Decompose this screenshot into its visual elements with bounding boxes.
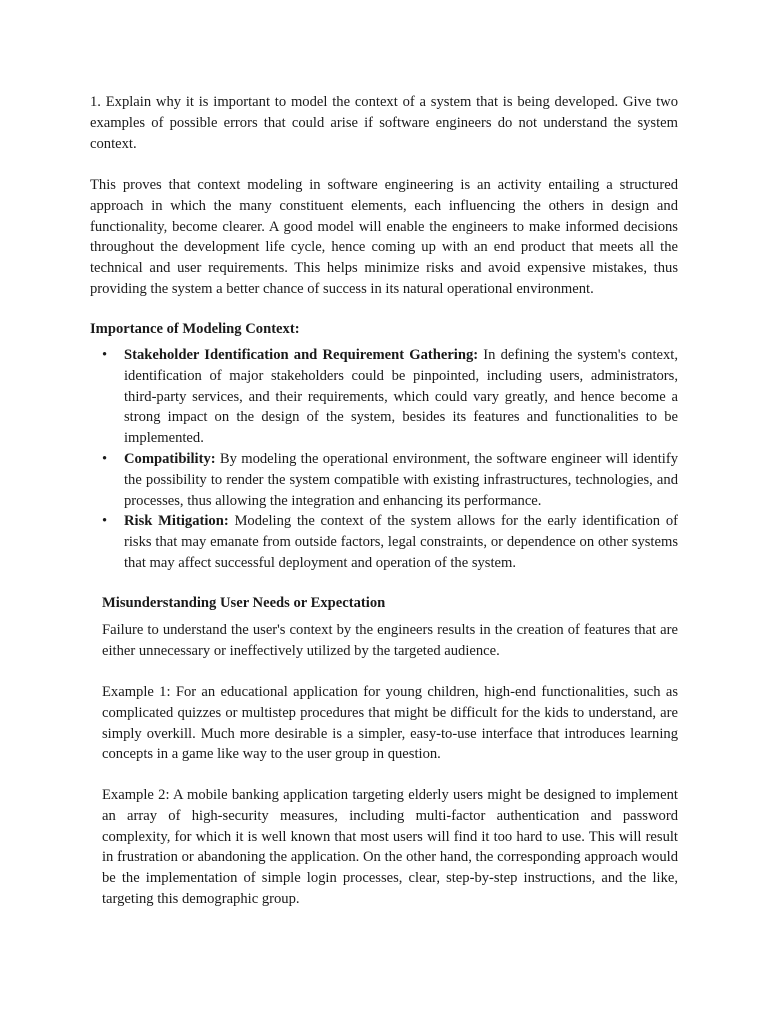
misunderstanding-heading: Misunderstanding User Needs or Expectation — [102, 595, 386, 611]
item-text: Modeling the context of the system allows for the early identification of risks that may emanate from outside factors, legal constraints, or dependence on other systems that may affect successful deployment and operation of the system. — [124, 513, 679, 571]
bullet-icon: • — [102, 513, 108, 530]
bullet-icon: • — [102, 450, 108, 467]
question-text: 1. Explain why it is important to model the context of a system that is being developed. Give two examples of possible errors that could arise if software engineers do not understand the system context. — [90, 94, 678, 152]
intro-paragraph: This proves that context modeling in software engineering is an activity entailing a structured approach in which the many constituent elements, each influencing the others in design and functionality, become clearer. A good model will enable the engineers to make informed decisions throughout the development life cycle, hence coming up with an end product that meets all the technical and user requirements. This helps minimize risks and avoid expensive mistakes, thus providing the system a better chance of success in its natural operational environment. — [90, 177, 678, 297]
item-title: Compatibility: — [124, 450, 216, 467]
example-2-paragraph: Example 2: A mobile banking application targeting elderly users might be designed to implement an array of high-security measures, including multi-factor authentication and password complexity, for which it is well known that most users will find it too hard to use. This will result in frustration or abandoning the application. On the other hand, the corresponding approach would be the implementation of simple login processes, clear, step-by-step instructions, and the like, targeting this demographic group. — [102, 787, 678, 907]
example-1-paragraph: Example 1: For an educational application for young children, high-end functionalities, such as complicated quizzes or multistep procedures that might be difficult for the kids to understand, are simply overkill. Much more desirable is a simpler, easy-to-use interface that introduces learning concepts in a game like way to the user group in question. — [102, 684, 678, 763]
misunderstanding-paragraph: Failure to understand the user's context by the engineers results in the creation of features that are either unnecessary or ineffectively utilized by the targeted audience. — [102, 622, 678, 659]
item-title: Risk Mitigation: — [124, 513, 229, 530]
importance-item-compatibility — [90, 449, 678, 511]
importance-item-stakeholder — [90, 345, 678, 449]
bullet-icon: • — [102, 347, 108, 363]
importance-item-risk — [90, 511, 678, 573]
item-text: In defining the system's context, identification of major stakeholders could be pinpointed, including users, administrators, third-party services, and their requirements, which could vary greatly, and hence become a strong impact on the design of the system, besides its features and functionalities to be implemented. — [124, 347, 678, 447]
item-text: By modeling the operational environment, the software engineer will identify the possibility to render the system compatible with existing infrastructures, technologies, and processes, thus allowing the integration and enhancing its performance. — [124, 450, 678, 509]
importance-list — [90, 345, 678, 574]
item-title: Stakeholder Identification and Requirement Gathering: — [124, 347, 479, 363]
importance-heading: Importance of Modeling Context: — [90, 321, 300, 337]
